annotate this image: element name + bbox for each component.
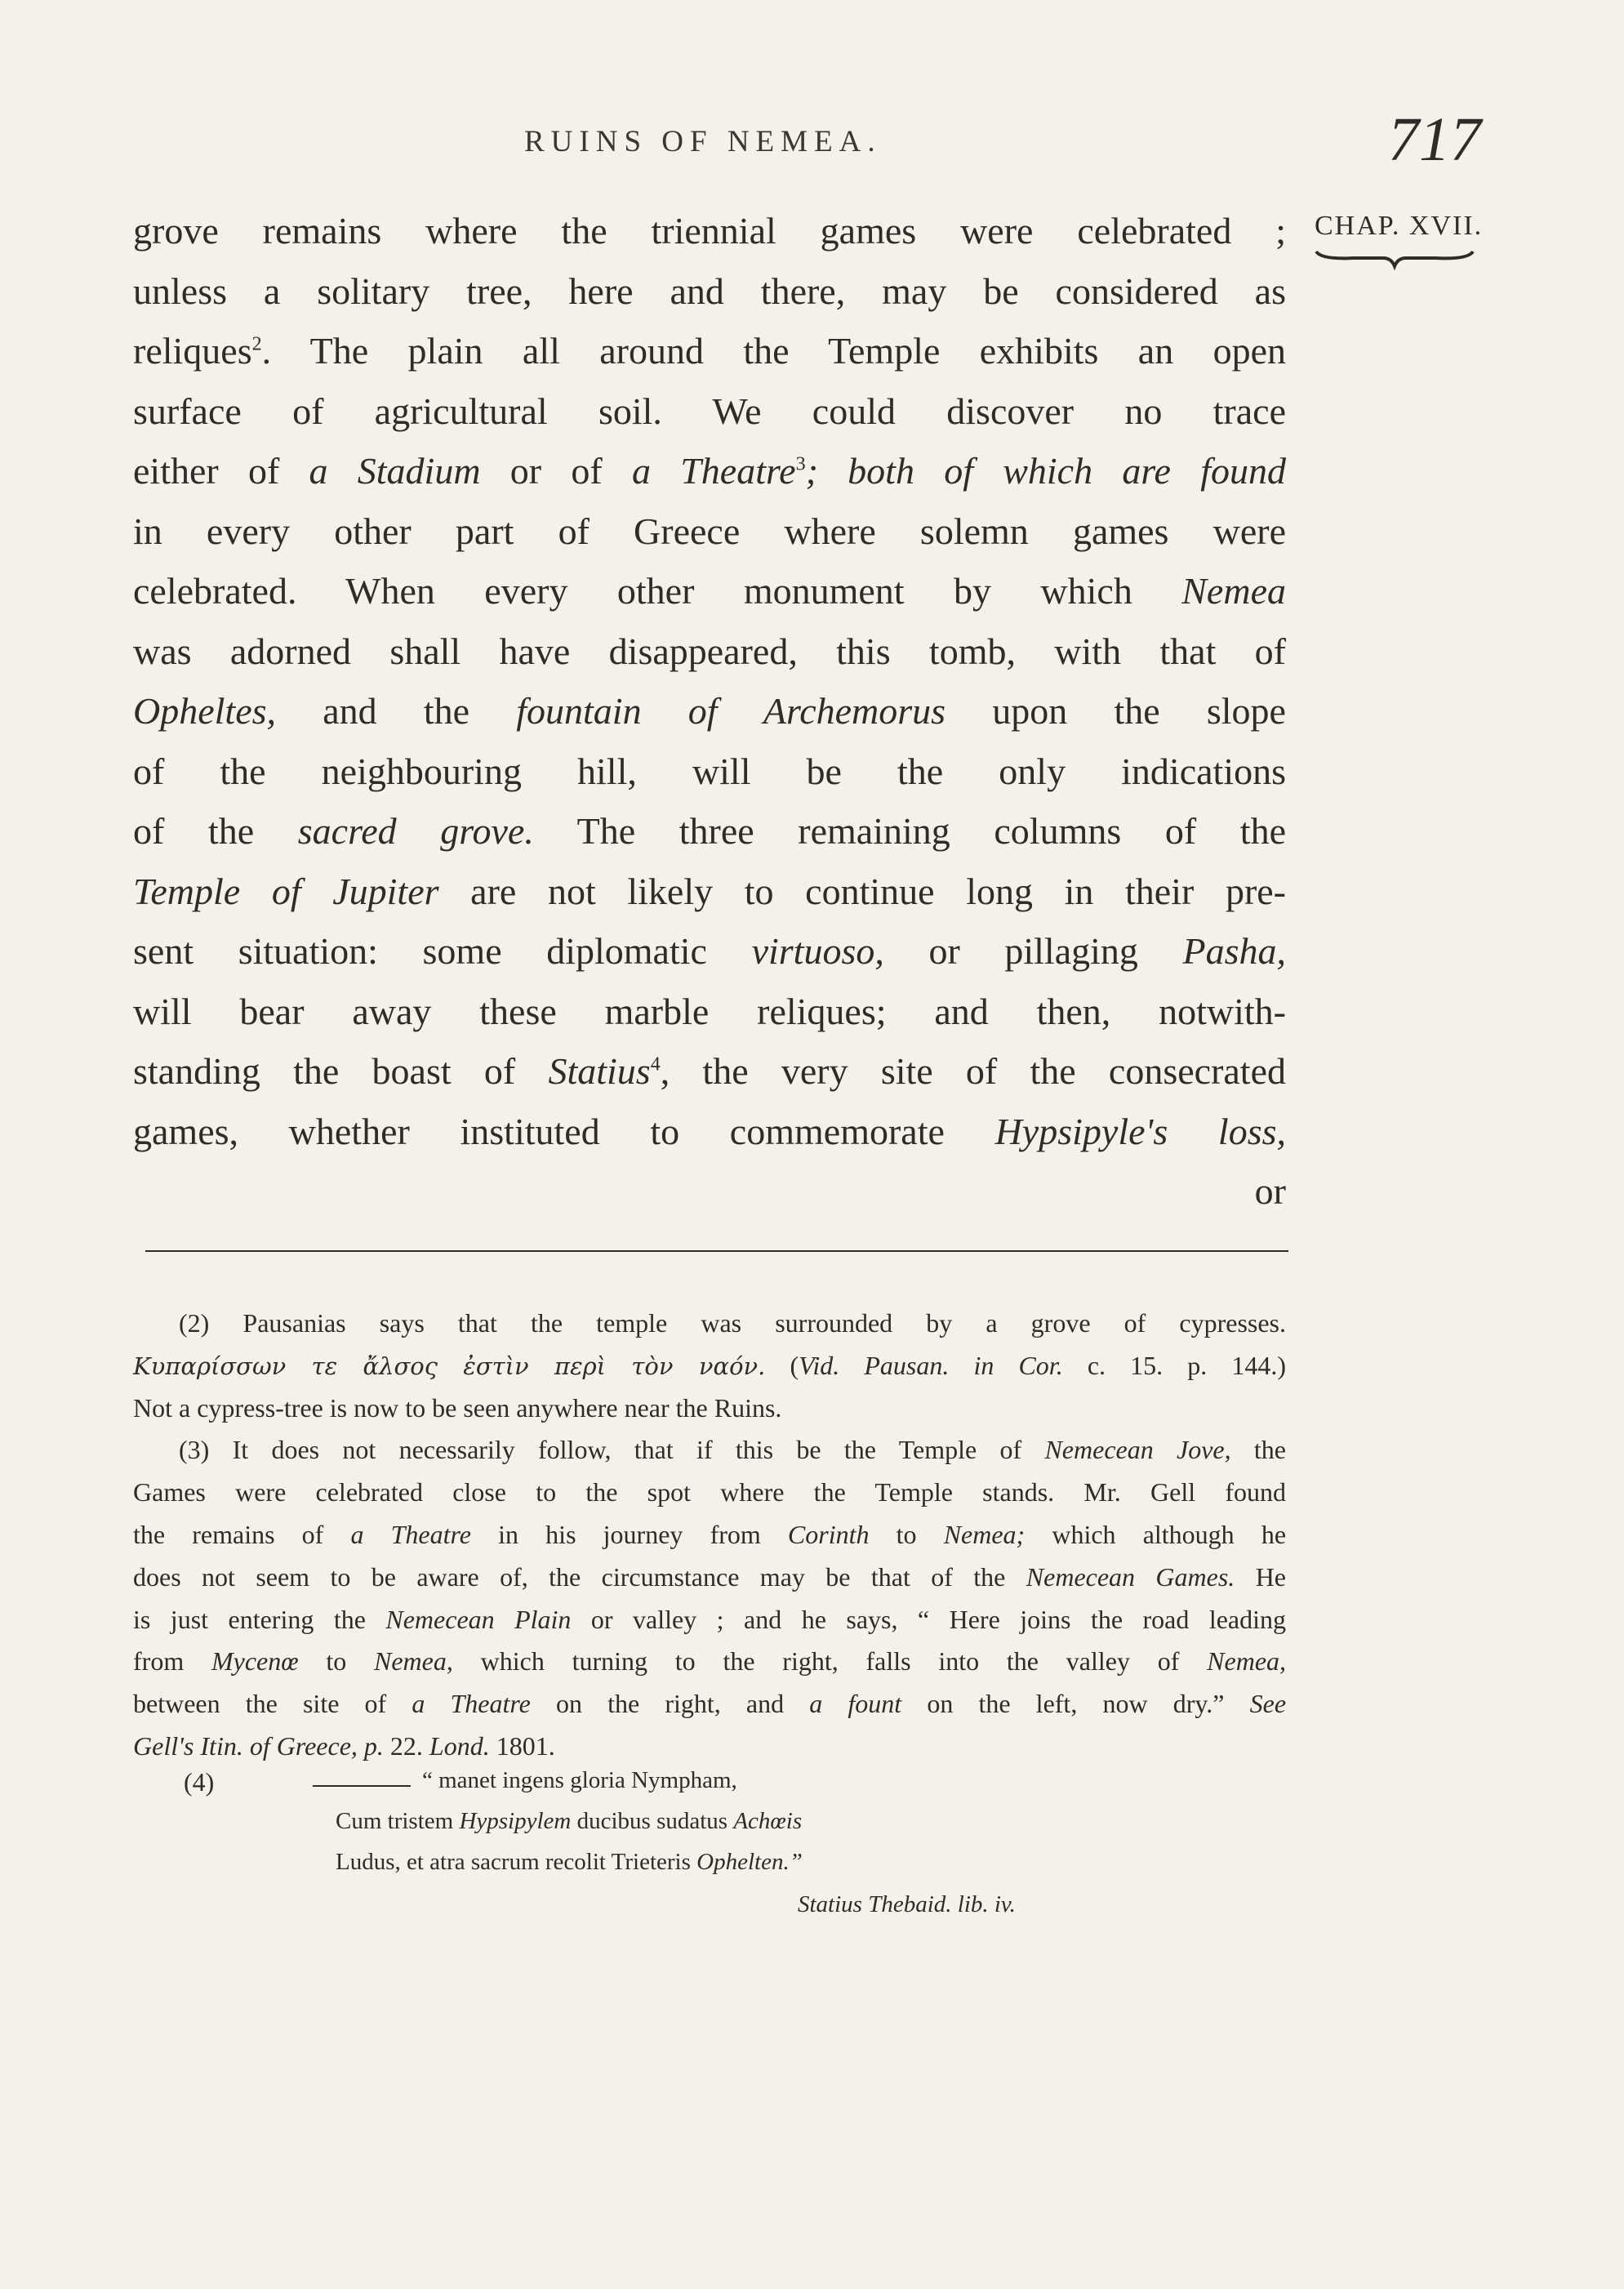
footnote-number: (4): [184, 1767, 215, 1797]
text-line: will bear away these marble reliques; and then, notwith-: [133, 990, 1286, 1032]
footnote-line: does not seem to be aware of, the circumstance may be that of the Nemecean Games. He: [133, 1561, 1287, 1592]
main-text: [133, 201, 1286, 1222]
text-line: Temple of Jupiter are not likely to continue long in their pre-: [133, 870, 1286, 912]
text-line: unless a solitary tree, here and there, may be considered as: [133, 269, 1286, 312]
footnote-ref: 2: [251, 333, 262, 355]
footnote-ref: 3: [795, 453, 806, 475]
footnote-rule: [145, 1250, 1288, 1252]
footnote-line: Not a cypress-tree is now to be seen anywhere near the Ruins.: [133, 1392, 782, 1423]
text-line: of the sacred grove. The three remaining columns of the: [133, 810, 1286, 852]
verse-dash: [313, 1785, 411, 1787]
verse-line: Cum tristem Hypsipylem ducibus sudatus Achœis: [336, 1808, 803, 1834]
text-line: grove remains where the triennial games were celebrated ;: [133, 210, 1286, 252]
text-line: was adorned shall have disappeared, this tomb, with that of: [133, 630, 1286, 672]
text-line: of the neighbouring hill, will be the only indications: [133, 750, 1286, 792]
running-head: RUINS OF NEMEA.: [524, 125, 882, 158]
text-line: reliques$^2$. The plain all around the Temple exhibits an open: [133, 330, 1286, 372]
footnote-line: Gell's Itin. of Greece, p. 22. Lond. 1801.: [133, 1730, 555, 1761]
footnotes: [133, 1303, 1286, 1768]
footnote-line: the remains of a Theatre in his journey from Corinth to Nemea; which although he: [133, 1519, 1287, 1549]
margin-chapter-label: CHAP. XVII.: [1315, 211, 1484, 241]
text-line: celebrated. When every other monument by which Nemea: [133, 570, 1286, 612]
verse-citation: Statius Thebaid. lib. iv.: [798, 1891, 1016, 1917]
text-line: standing the boast of Statius$^4$, the very site of the consecrated: [133, 1050, 1286, 1092]
text-line: Opheltes, and the fountain of Archemorus upon the slope: [133, 690, 1286, 732]
verse-line: “ manet ingens gloria Nympham,: [422, 1767, 737, 1793]
footnote-line: is just entering the Nemecean Plain or valley ; and he says, “ Here joins the road leading: [133, 1604, 1287, 1634]
verse-line: Ludus, et atra sacrum recolit Trieteris Ophelten.”: [336, 1849, 803, 1875]
footnote-line: (2) Pausanias says that the temple was surrounded by a grove of cypresses.: [179, 1308, 1286, 1338]
text-line: surface of agricultural soil. We could discover no trace: [133, 390, 1286, 432]
chapter-brace-icon: [1313, 245, 1476, 278]
footnote-ref: 4: [650, 1053, 661, 1075]
footnote-line: Κυπαρίσσων τε ἄλσος ἐστὶν περὶ τὸν ναόν. (Vid. Pausan. in Cor. c. 15. p. 144.): [133, 1350, 1287, 1380]
text-line: games, whether instituted to commemorate Hypsipyle's loss,: [133, 1110, 1286, 1152]
text-line: in every other part of Greece where solemn games were: [133, 510, 1286, 552]
catchword: or: [1254, 1170, 1286, 1212]
page-number: 717: [1388, 105, 1481, 174]
text-line: sent situation: some diplomatic virtuoso, or pillaging Pasha,: [133, 930, 1287, 972]
footnote-line: Games were celebrated close to the spot where the Temple stands. Mr. Gell found: [133, 1477, 1286, 1507]
text-line: either of a Stadium or of a Theatre$^3$; both of which are found: [133, 450, 1286, 492]
footnote-line: between the site of a Theatre on the right, and a fount on the left, now dry.” See: [133, 1689, 1287, 1719]
footnote-line: from Mycenœ to Nemea, which turning to the right, falls into the valley of Nemea,: [133, 1646, 1287, 1677]
footnote-line: (3) It does not necessarily follow, that if this be the Temple of Nemecean Jove, the: [179, 1435, 1287, 1465]
